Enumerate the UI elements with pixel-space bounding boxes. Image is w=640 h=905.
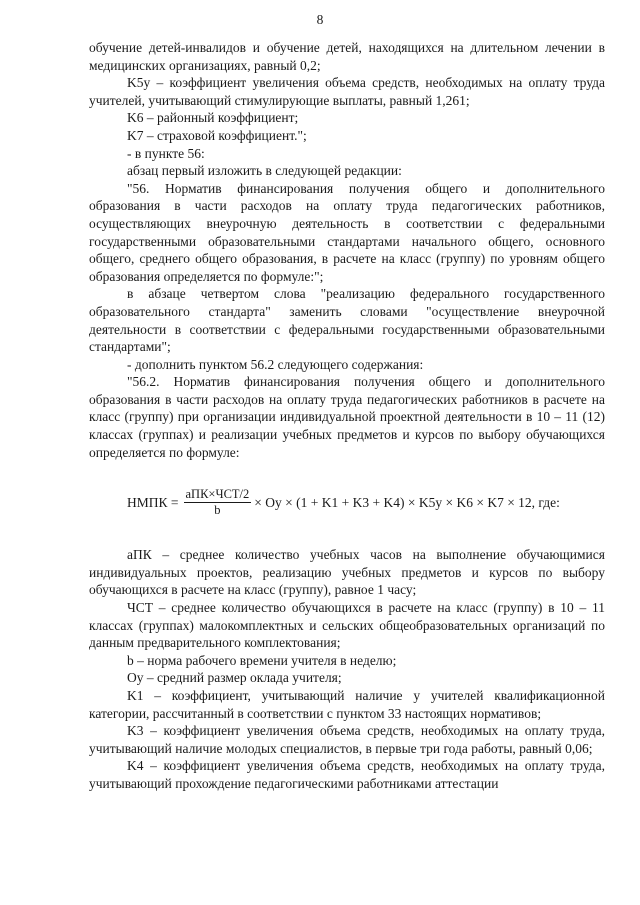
- paragraph: K6 – районный коэффициент;: [127, 110, 299, 126]
- document-body: [89, 39, 605, 793]
- paragraph: "56.2. Норматив финансирования получения общего и дополнительного образования в части расходов на оплату труда педагогических работников в расчете на класс (группу) при организации индивидуальной проектной деятельности в 10 – 11 (12) классах (группах) и реализации учебных предметов и курсов по выбору обучающихся определяется по формуле:: [89, 374, 605, 460]
- definition: Оу – средний размер оклада учителя;: [127, 670, 342, 686]
- page-number: 8: [316, 12, 324, 27]
- paragraph: K5у – коэффициент увеличения объема средств, необходимых на оплату труда учителей, учитывающий стимулирующие выплаты, равный 1,261;: [89, 75, 605, 108]
- formula-denominator: b: [214, 503, 221, 518]
- paragraph: обучение детей-инвалидов и обучение детей, находящихся на длительном лечении в медицинских организациях, равный 0,2;: [89, 40, 605, 73]
- formula: [89, 487, 605, 518]
- definition: aПК – среднее количество учебных часов на выполнение обучающимися индивидуальных проектов, реализацию учебных предметов и курсов по выбору обучающихся в расчете на класс (группу), равное 1 часу;: [89, 547, 605, 598]
- formula-numerator: aПК×ЧСТ/2: [185, 487, 250, 502]
- definition: b – норма рабочего времени учителя в неделю;: [127, 652, 397, 668]
- definition: K4 – коэффициент увеличения объема средств, необходимых на оплату труда, учитывающий прохождение педагогическими работниками аттестации: [89, 758, 605, 791]
- paragraph: в абзаце четвертом слова "реализацию федерального государственного образовательного стандарта" заменить словами "осуществление внеурочной деятельности в соответствии с федеральными государственными образовательными стандартами";: [89, 286, 605, 355]
- formula-fraction: [184, 487, 252, 518]
- formula-rhs: × Оу × (1 + K1 + K3 + K4) × K5у × K6 × K7 × 12, где:: [254, 494, 560, 510]
- paragraph: - дополнить пунктом 56.2 следующего содержания:: [127, 356, 424, 372]
- definition: ЧСТ – среднее количество обучающихся в расчете на класс (группу) в 10 – 11 классах (группах) малокомплектных и сельских общеобразовательных организаций по данным предварительного комплектования;: [89, 600, 605, 651]
- paragraph: - в пункте 56:: [127, 145, 205, 161]
- paragraph: "56. Норматив финансирования получения общего и дополнительного образования в части расходов на оплату труда педагогических работников, осуществляющих внеурочную деятельность в соответствии с федеральными государственными образовательными стандартами начального общего, основного общего, среднего общего образования, в расчете на класс (группу) по уровням общего образования определяется по формуле:";: [89, 180, 605, 284]
- paragraph: K7 – страховой коэффициент.";: [127, 127, 307, 143]
- formula-lhs: НМПК =: [127, 494, 179, 510]
- paragraph: абзац первый изложить в следующей редакции:: [127, 163, 402, 179]
- definition: K3 – коэффициент увеличения объема средств, необходимых на оплату труда, учитывающий наличие молодых специалистов, в первые три года работы, равный 0,06;: [89, 723, 605, 756]
- definition: K1 – коэффициент, учитывающий наличие у учителей квалификационной категории, рассчитанный в соответствии с пунктом 33 настоящих нормативов;: [89, 688, 605, 721]
